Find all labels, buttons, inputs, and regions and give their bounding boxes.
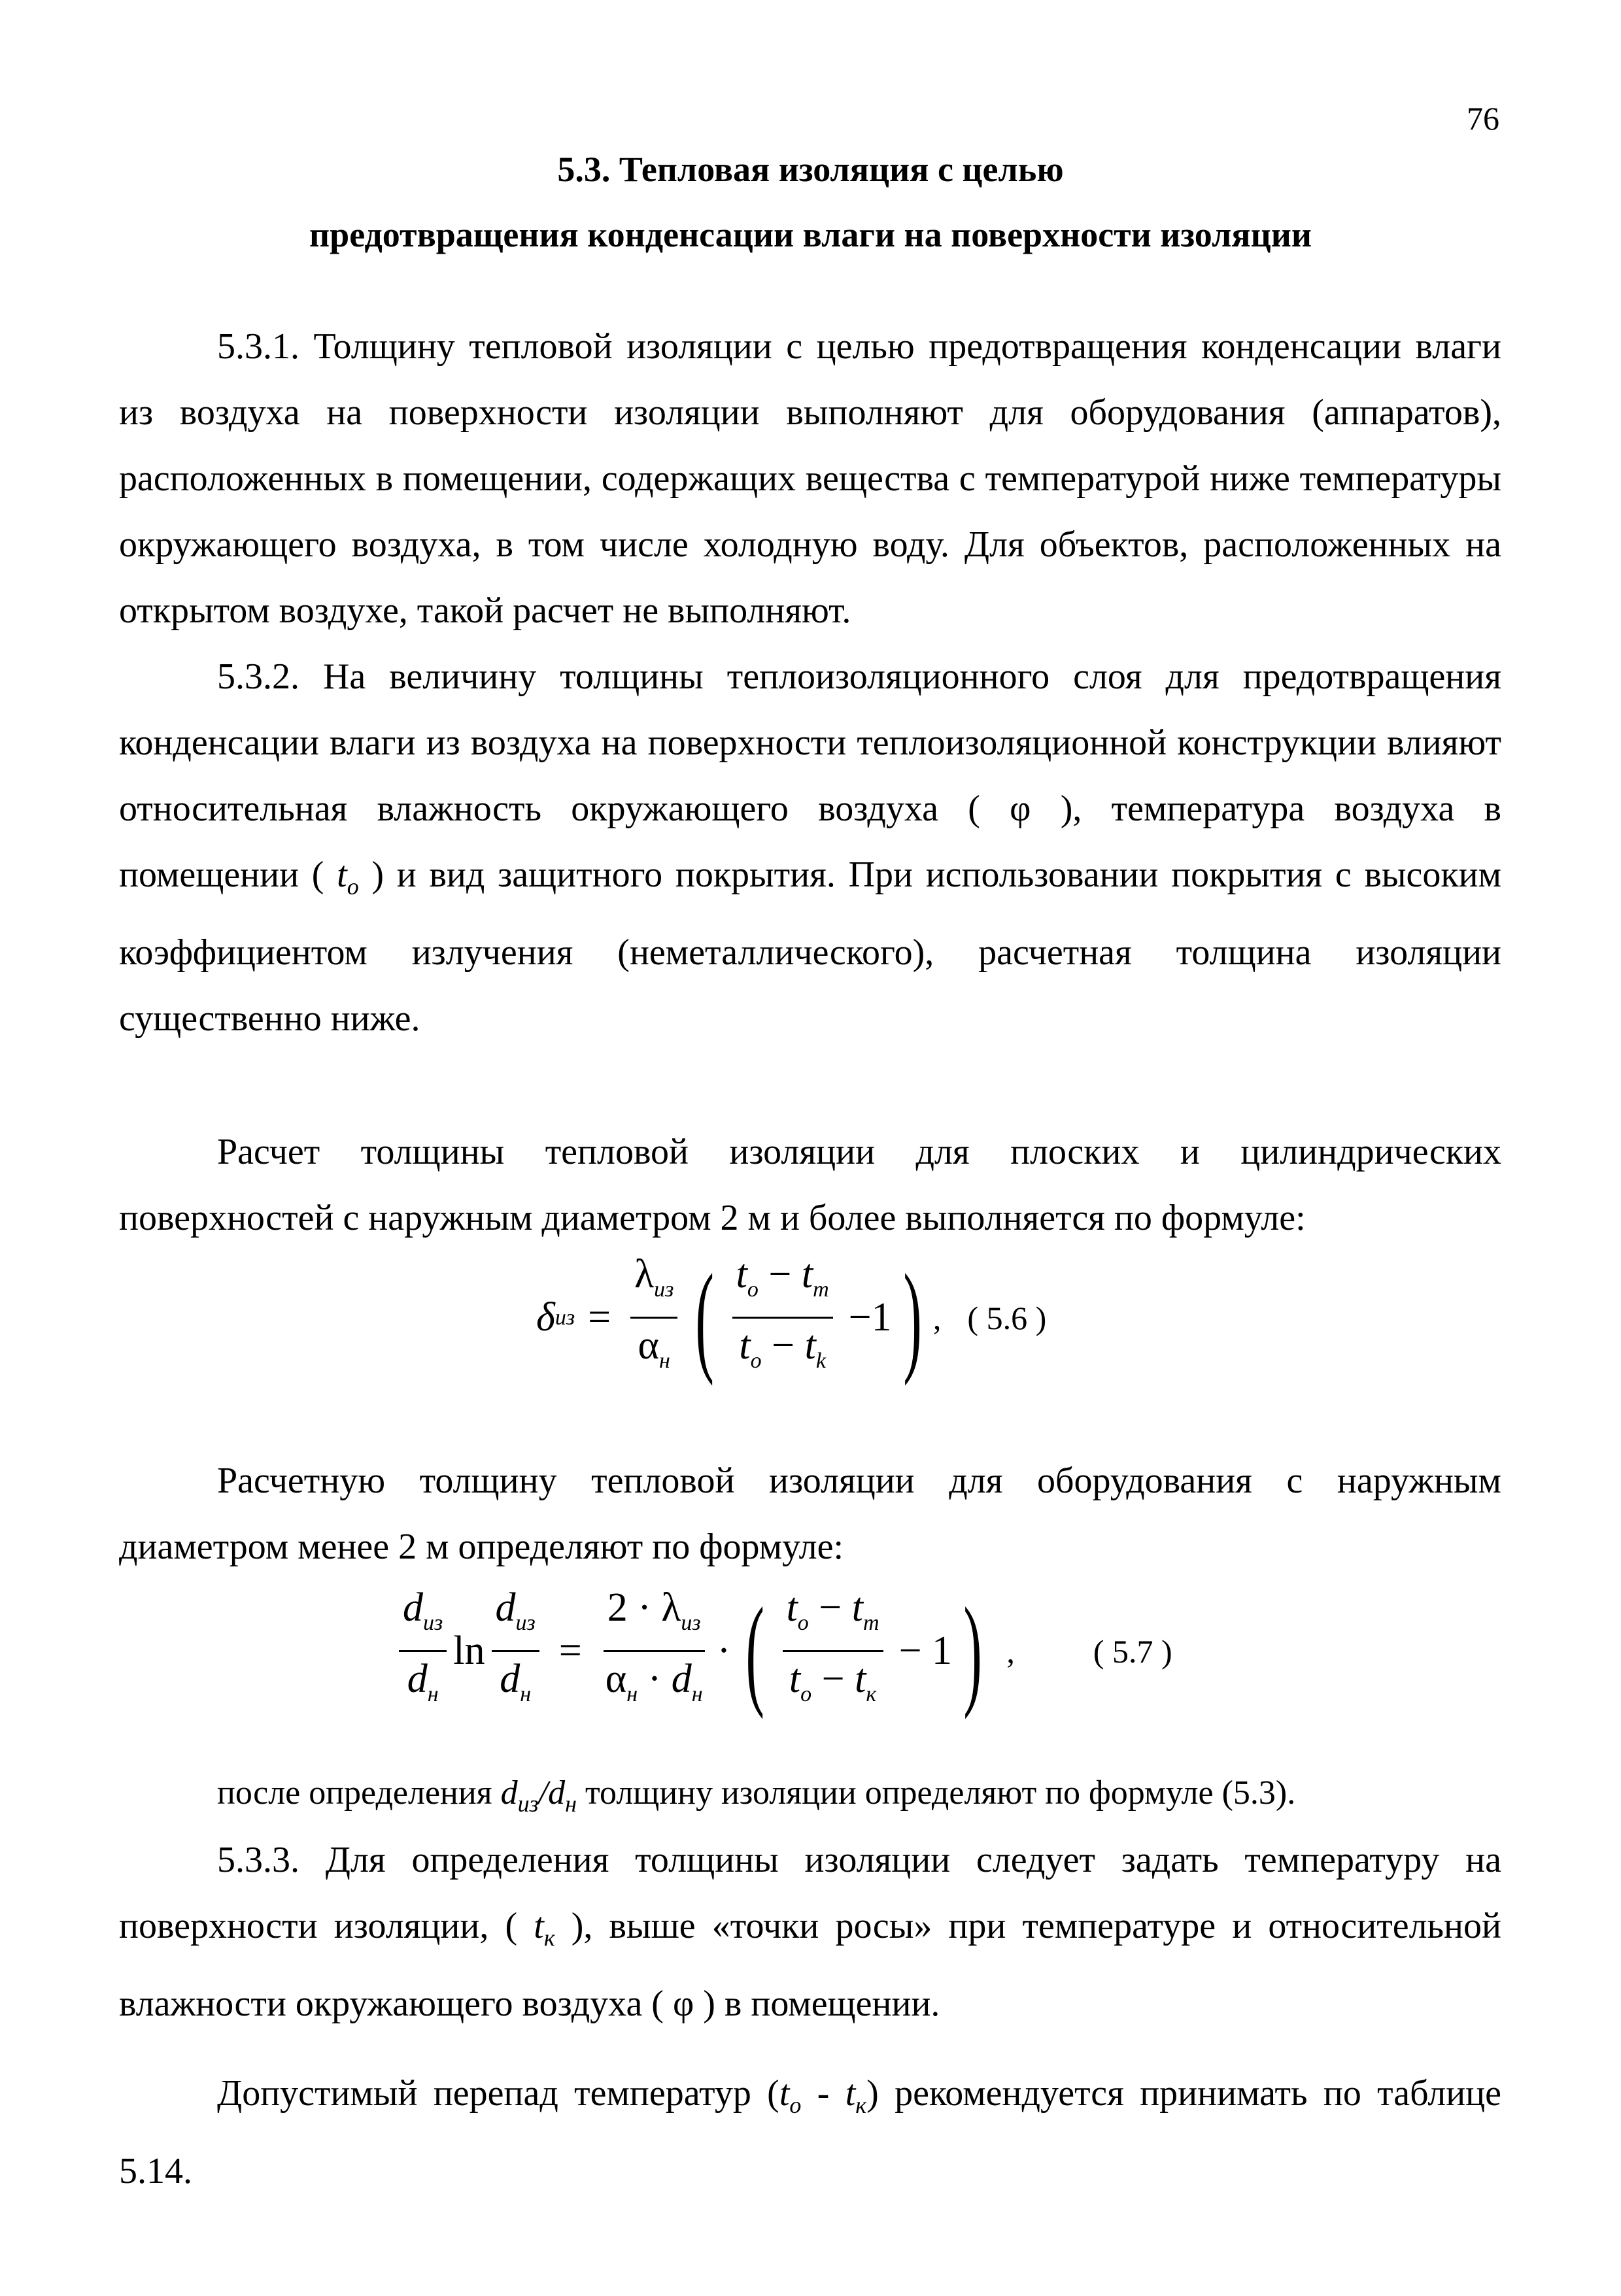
t-m-num-2: t [851,1585,863,1630]
slash: / [538,1774,549,1812]
after-text-a: после определения [217,1774,501,1812]
paragraph-after-ratio [119,1760,1501,1837]
t-k-den-sub-2: к [866,1682,877,1706]
temperature-fraction-2 [783,1581,883,1721]
alpha-sub: н [659,1349,670,1373]
paragraph-allowable-delta [119,2061,1501,2204]
d-iz-sub-2: из [515,1611,536,1635]
equation-number-5-6: ( 5.6 ) [967,1299,1047,1336]
mult-dot: · [638,1657,672,1701]
left-paren: ( [695,1249,715,1387]
allow-t-k: t [845,2073,856,2114]
left-paren-2: ( [745,1582,765,1720]
section-heading-line1: 5.3. Тепловая изоляция с целью [557,150,1064,189]
d-n: d [407,1657,428,1701]
formula-5-6 [536,1247,1046,1388]
t-m-num-sub-2: m [863,1611,879,1635]
t-k-den-2: t [855,1657,866,1701]
t-o-symbol: t [337,854,347,895]
lambda-sub-2: из [681,1611,701,1635]
t-o-den-sub-2: o [800,1682,812,1706]
temperature-fraction [732,1247,833,1388]
allow-t-o: t [779,2073,790,2114]
p533-text-b: ), выше «точки росы» при температуре и относительной влажности окружающего воздуха ( φ ) в помещении. [119,1906,1501,2024]
d-n-sub-3: н [691,1682,703,1706]
t-o-den-sub: o [750,1349,762,1373]
t-o-sub: o [347,873,359,900]
d-iz-over-d-n-fraction-2 [492,1581,539,1721]
section-heading-line2: предотвращения конденсации влаги на поверхности изоляции [309,215,1312,254]
den-minus: − [761,1323,805,1368]
paragraph-calc-flat: Расчет толщины тепловой изоляции для плоских и цилиндрических поверхностей с наружным диаметром 2 м и более выполняется по формуле: [119,1132,1501,1238]
lambda-alpha-fraction [630,1247,677,1388]
delta-symbol: δ [536,1295,555,1340]
d-iz-2: d [495,1585,516,1630]
alpha-symbol-2: α [605,1657,627,1701]
allow-t-o-sub: o [789,2092,802,2118]
minus-one: −1 [848,1295,892,1340]
d-iz: d [403,1585,423,1630]
equals-sign-2: = [558,1629,582,1673]
formula-comma-2: , [1006,1632,1015,1670]
t-k-den-sub: k [815,1349,826,1373]
p532-text-3: ) и вид защитного покрытия. При использовании покрытия с высоким коэффициентом излучения (неметаллического), расчетная толщина изоляции существенно ниже. [119,854,1502,1039]
t-o-num: t [736,1252,747,1296]
allow-minus: - [801,2073,845,2114]
t-k-sub: к [543,1925,555,1951]
d-n-sub: н [427,1682,439,1706]
equation-number-5-7: ( 5.7 ) [1093,1632,1172,1670]
lambda-sub: из [654,1277,674,1302]
alpha-symbol: α [638,1323,660,1368]
t-o-num-sub: o [747,1277,759,1302]
formula-comma: , [932,1299,942,1336]
allow-t-k-sub: к [855,2092,867,2118]
t-o-den-2: t [789,1657,801,1701]
num-minus: − [758,1252,802,1296]
page-number: 76 [1467,100,1499,137]
d-symbol-2: d [548,1774,566,1812]
alpha-sub-2: н [626,1682,638,1706]
paragraph-calc-cylinder: Расчетную толщину тепловой изоляции для оборудования с наружным диаметром менее 2 м определяют по формуле: [119,1460,1501,1567]
allow-text-a: Допустимый перепад температур ( [217,2073,779,2114]
t-o-den: t [739,1323,751,1368]
delta-sub: из [555,1305,575,1330]
paragraph-5-3-1: 5.3.1. Толщину тепловой изоляции с целью предотвращения конденсации влаги из воздуха на поверхности изоляции выполняют для оборудования (аппаратов), расположенных в помещении, содержащих вещества с температурой ниже температуры окружающего воздуха, в том числе холодную воду. Для объектов, расположенных на открытом воздухе, такой расчет не выполняют. [119,326,1501,631]
d-n-3: d [671,1657,692,1701]
d-iz-inline-sub: из [517,1791,539,1817]
paragraph-5-3-3 [119,1827,1501,2037]
formula-5-7 [392,1581,1172,1721]
ln-operator: ln [453,1629,485,1673]
t-m-num: t [801,1252,813,1296]
paragraph-5-3-2 [119,644,1501,1052]
d-n-inline-sub: н [565,1791,577,1817]
equals-sign: = [588,1295,611,1340]
lambda-over-alpha-d-fraction [602,1581,707,1721]
phi-symbol: ( φ ) [968,788,1073,829]
allow-text-b: ) рекомендуется принимать по таблице 5.14. [119,2073,1501,2191]
d-n-2: d [500,1657,520,1701]
num-minus-2: − [808,1585,852,1630]
p533-text-a: 5.3.3. Для определения толщины изоляции следует задать температуру на поверхности изоляции, ( [119,1840,1501,1946]
d-symbol: d [500,1774,518,1812]
after-text-b: толщину изоляции определяют по формуле (5.3). [576,1774,1296,1812]
lambda-symbol: λ [634,1252,655,1296]
mult-dot-outer: · [717,1629,731,1673]
d-iz-sub: из [423,1611,443,1635]
t-o-num-2: t [786,1585,798,1630]
t-k-symbol: t [534,1906,544,1946]
d-n-sub-2: н [520,1682,532,1706]
right-paren-2: ) [963,1582,982,1720]
t-k-den: t [804,1323,816,1368]
right-paren: ) [903,1249,922,1387]
two-lambda: 2 · λ [607,1585,681,1630]
den-minus-2: − [811,1657,855,1701]
d-iz-over-d-n-fraction [399,1581,447,1721]
p532-text-2: , температура воздуха в помещении ( [119,788,1502,895]
minus-one-2: − 1 [898,1629,953,1673]
t-o-num-sub-2: o [797,1611,809,1635]
t-m-num-sub: m [813,1277,829,1302]
p532-text-1: 5.3.2. На величину толщины теплоизоляционного слоя для предотвращения конденсации влаги из воздуха на поверхности теплоизоляционной конструкции влияют относительная влажность окружающего воздуха [119,656,1501,829]
